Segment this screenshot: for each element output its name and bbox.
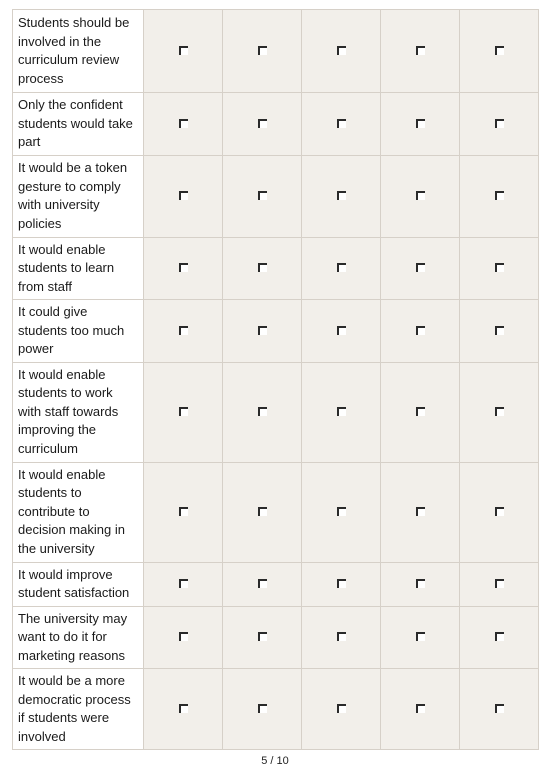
option-cell [144, 562, 223, 606]
checkbox-option-2[interactable] [258, 46, 267, 55]
statement-cell: The university may want to do it for marketing reasons [13, 606, 144, 669]
checkbox-option-1[interactable] [179, 632, 188, 641]
checkbox-option-5[interactable] [495, 46, 504, 55]
option-cell [144, 155, 223, 237]
checkbox-option-4[interactable] [416, 326, 425, 335]
option-cell [302, 237, 381, 300]
checkbox-option-4[interactable] [416, 46, 425, 55]
survey-sheet [12, 9, 539, 750]
checkbox-option-1[interactable] [179, 507, 188, 516]
option-cell [302, 362, 381, 462]
checkbox-option-2[interactable] [258, 263, 267, 272]
option-cell [381, 362, 460, 462]
option-cell [223, 10, 302, 93]
option-cell [381, 155, 460, 237]
option-cell [144, 462, 223, 562]
table-row [13, 155, 539, 237]
checkbox-option-3[interactable] [337, 46, 346, 55]
checkbox-option-2[interactable] [258, 119, 267, 128]
statement-cell: It would enable students to work with staff towards improving the curriculum [13, 362, 144, 462]
table-row [13, 462, 539, 562]
option-cell [460, 562, 539, 606]
checkbox-option-4[interactable] [416, 191, 425, 200]
checkbox-option-1[interactable] [179, 579, 188, 588]
option-cell [223, 606, 302, 669]
option-cell [302, 606, 381, 669]
checkbox-option-3[interactable] [337, 326, 346, 335]
checkbox-option-1[interactable] [179, 263, 188, 272]
checkbox-option-4[interactable] [416, 579, 425, 588]
option-cell [381, 606, 460, 669]
checkbox-option-3[interactable] [337, 263, 346, 272]
statement-cell: It would enable students to learn from staff [13, 237, 144, 300]
option-cell [144, 606, 223, 669]
option-cell [460, 669, 539, 750]
table-row [13, 10, 539, 93]
statement-cell: It would be a token gesture to comply with university policies [13, 155, 144, 237]
option-cell [302, 462, 381, 562]
option-cell [460, 237, 539, 300]
statement-cell: It would enable students to contribute to decision making in the university [13, 462, 144, 562]
option-cell [144, 10, 223, 93]
statement-cell: Students should be involved in the curriculum review process [13, 10, 144, 93]
page-indicator: 5 / 10 [261, 755, 289, 767]
option-cell [223, 562, 302, 606]
option-cell [302, 10, 381, 93]
option-cell [302, 562, 381, 606]
checkbox-option-1[interactable] [179, 119, 188, 128]
option-cell [302, 93, 381, 156]
checkbox-option-3[interactable] [337, 632, 346, 641]
option-cell [460, 300, 539, 363]
option-cell [223, 93, 302, 156]
checkbox-option-2[interactable] [258, 632, 267, 641]
option-cell [460, 93, 539, 156]
option-cell [223, 669, 302, 750]
checkbox-option-4[interactable] [416, 407, 425, 416]
checkbox-option-4[interactable] [416, 704, 425, 713]
checkbox-option-2[interactable] [258, 326, 267, 335]
checkbox-option-5[interactable] [495, 579, 504, 588]
option-cell [381, 462, 460, 562]
option-cell [460, 606, 539, 669]
option-cell [460, 155, 539, 237]
option-cell [302, 300, 381, 363]
table-row [13, 93, 539, 156]
checkbox-option-1[interactable] [179, 326, 188, 335]
table-row [13, 300, 539, 363]
option-cell [381, 562, 460, 606]
option-cell [460, 362, 539, 462]
checkbox-option-3[interactable] [337, 507, 346, 516]
option-cell [223, 155, 302, 237]
checkbox-option-3[interactable] [337, 119, 346, 128]
option-cell [381, 237, 460, 300]
checkbox-option-3[interactable] [337, 191, 346, 200]
option-cell [223, 362, 302, 462]
checkbox-option-5[interactable] [495, 326, 504, 335]
statement-cell: It would be a more democratic process if students were involved [13, 669, 144, 750]
checkbox-option-3[interactable] [337, 579, 346, 588]
option-cell [381, 10, 460, 93]
option-cell [144, 300, 223, 363]
option-cell [381, 669, 460, 750]
checkbox-option-5[interactable] [495, 704, 504, 713]
checkbox-option-2[interactable] [258, 507, 267, 516]
checkbox-option-4[interactable] [416, 507, 425, 516]
option-cell [223, 237, 302, 300]
checkbox-option-2[interactable] [258, 191, 267, 200]
option-cell [381, 93, 460, 156]
option-cell [144, 93, 223, 156]
checkbox-option-5[interactable] [495, 632, 504, 641]
checkbox-option-4[interactable] [416, 263, 425, 272]
table-row [13, 362, 539, 462]
option-cell [302, 155, 381, 237]
likert-table [12, 9, 539, 750]
checkbox-option-4[interactable] [416, 119, 425, 128]
option-cell [223, 462, 302, 562]
checkbox-option-5[interactable] [495, 119, 504, 128]
option-cell [144, 362, 223, 462]
checkbox-option-3[interactable] [337, 704, 346, 713]
checkbox-option-5[interactable] [495, 507, 504, 516]
option-cell [460, 10, 539, 93]
checkbox-option-5[interactable] [495, 407, 504, 416]
option-cell [144, 237, 223, 300]
table-row [13, 606, 539, 669]
table-row [13, 669, 539, 750]
checkbox-option-3[interactable] [337, 407, 346, 416]
checkbox-option-5[interactable] [495, 263, 504, 272]
option-cell [381, 300, 460, 363]
option-cell [144, 669, 223, 750]
checkbox-option-5[interactable] [495, 191, 504, 200]
checkbox-option-1[interactable] [179, 704, 188, 713]
option-cell [302, 669, 381, 750]
checkbox-option-2[interactable] [258, 579, 267, 588]
checkbox-option-1[interactable] [179, 407, 188, 416]
statement-cell: It would improve student satisfaction [13, 562, 144, 606]
checkbox-option-1[interactable] [179, 46, 188, 55]
statement-cell: It could give students too much power [13, 300, 144, 363]
table-row [13, 562, 539, 606]
statement-cell: Only the confident students would take part [13, 93, 144, 156]
table-row [13, 237, 539, 300]
checkbox-option-1[interactable] [179, 191, 188, 200]
checkbox-option-2[interactable] [258, 407, 267, 416]
option-cell [460, 462, 539, 562]
checkbox-option-2[interactable] [258, 704, 267, 713]
option-cell [223, 300, 302, 363]
checkbox-option-4[interactable] [416, 632, 425, 641]
